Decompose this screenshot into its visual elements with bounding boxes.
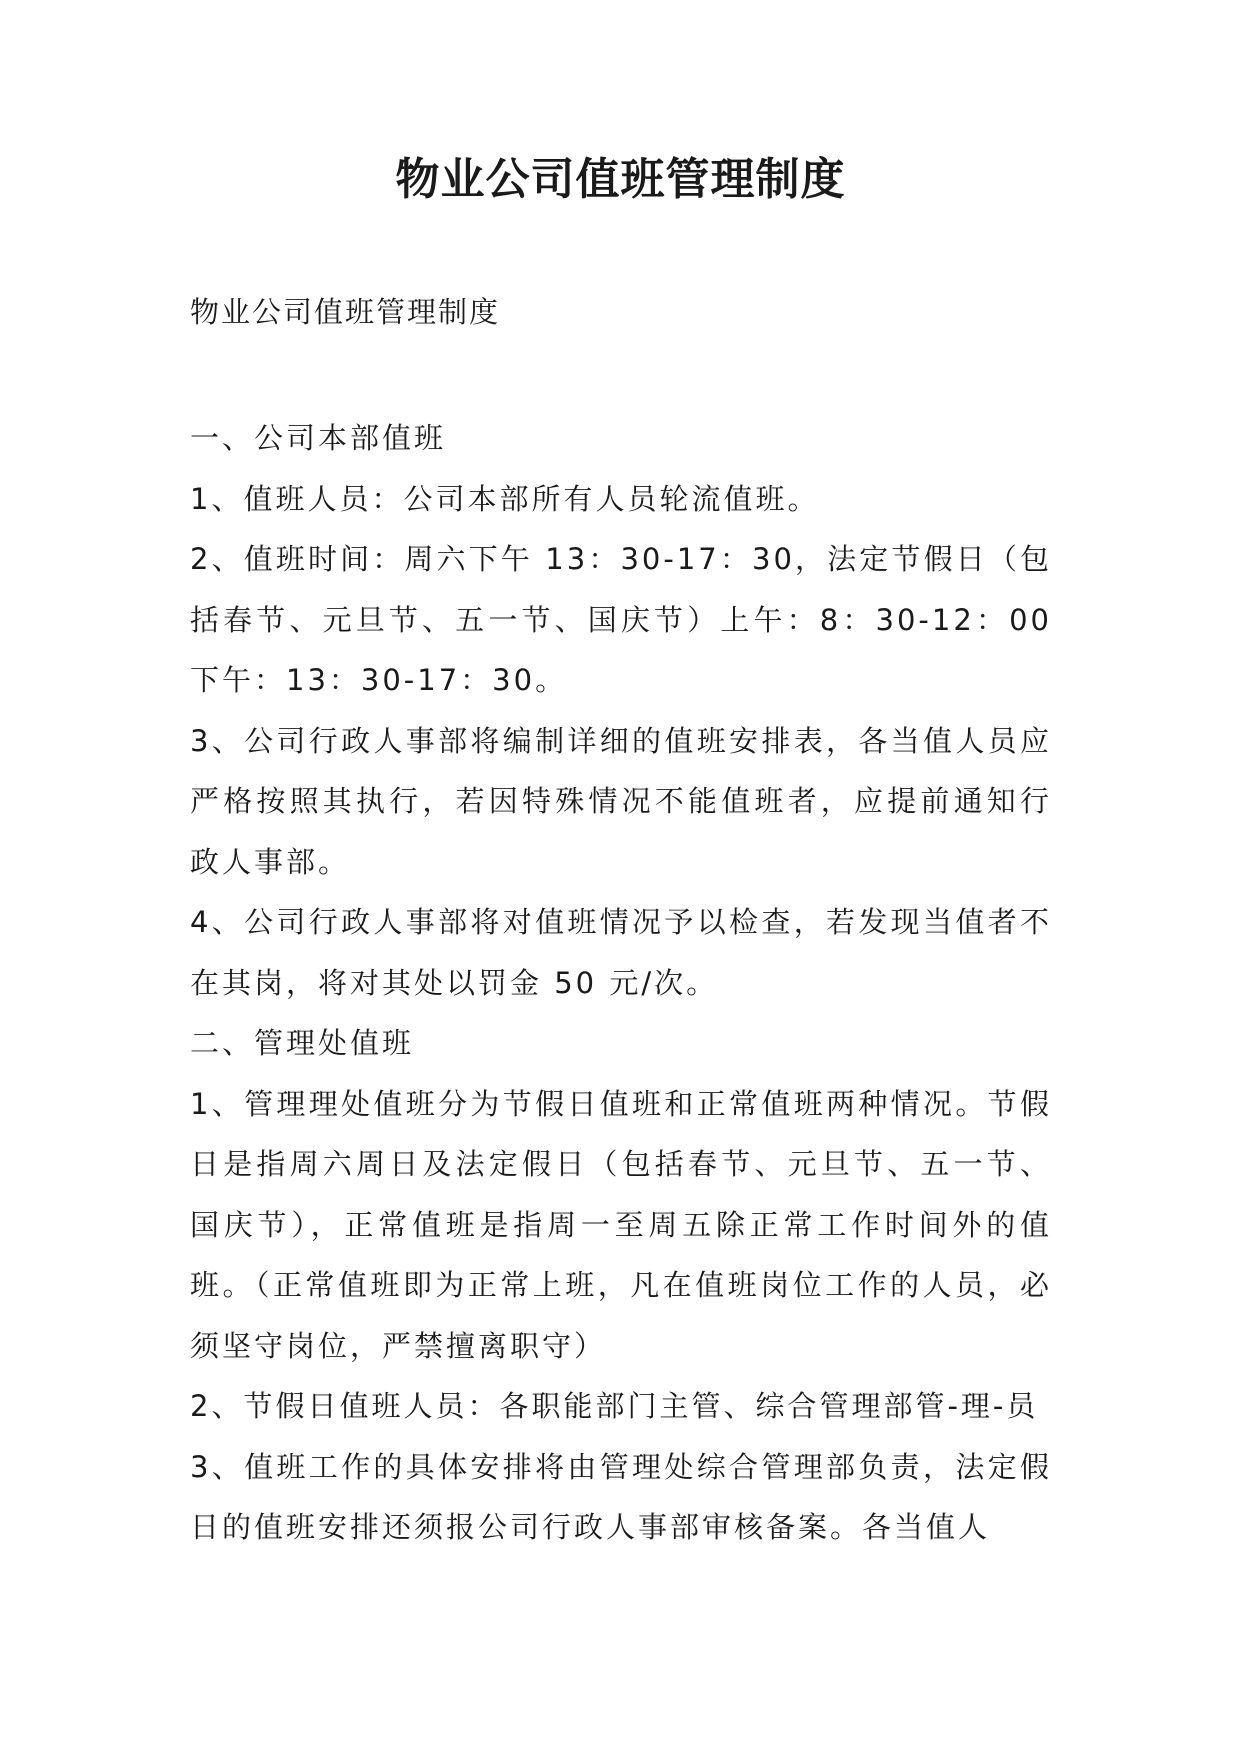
section-heading-headquarters: 一、公司本部值班 [190, 421, 447, 455]
paragraph: 2、节假日值班人员：各职能部门主管、综合管理部管-理-员 [190, 1389, 1039, 1423]
paragraph: 2、值班时间：周六下午 13：30-17：30，法定节假日（包括春节、元旦节、五一节、国庆节）上午：8：30-12：00 下午：13：30-17：30。 [190, 542, 1052, 697]
section-heading-management-office: 二、管理处值班 [190, 1026, 415, 1060]
paragraph: 1、管理理处值班分为节假日值班和正常值班两种情况。节假日是指周六周日及法定假日（包括春节、元旦节、五一节、国庆节），正常值班是指周一至周五除正常工作时间外的值班。（正常值班即为正常上班，凡在值班岗位工作的人员，必须坚守岗位，严禁擅离职守） [190, 1086, 1052, 1363]
paragraph: 1、值班人员：公司本部所有人员轮流值班。 [190, 481, 820, 516]
document-body [190, 408, 1052, 1558]
document-subtitle: 物业公司值班管理制度 [190, 295, 501, 329]
document-title: 物业公司值班管理制度 [395, 154, 846, 205]
paragraph: 3、公司行政人事部将编制详细的值班安排表，各当值人员应严格按照其执行，若因特殊情况不能值班者，应提前通知行政人事部。 [190, 723, 1052, 879]
paragraph: 4、公司行政人事部将对值班情况予以检查，若发现当值者不在其岗，将对其处以罚金 50 元/次。 [190, 905, 1052, 1000]
paragraph: 3、值班工作的具体安排将由管理处综合管理部负责，法定假日的值班安排还须报公司行政人事部审核备案。各当值人 [190, 1449, 1052, 1544]
